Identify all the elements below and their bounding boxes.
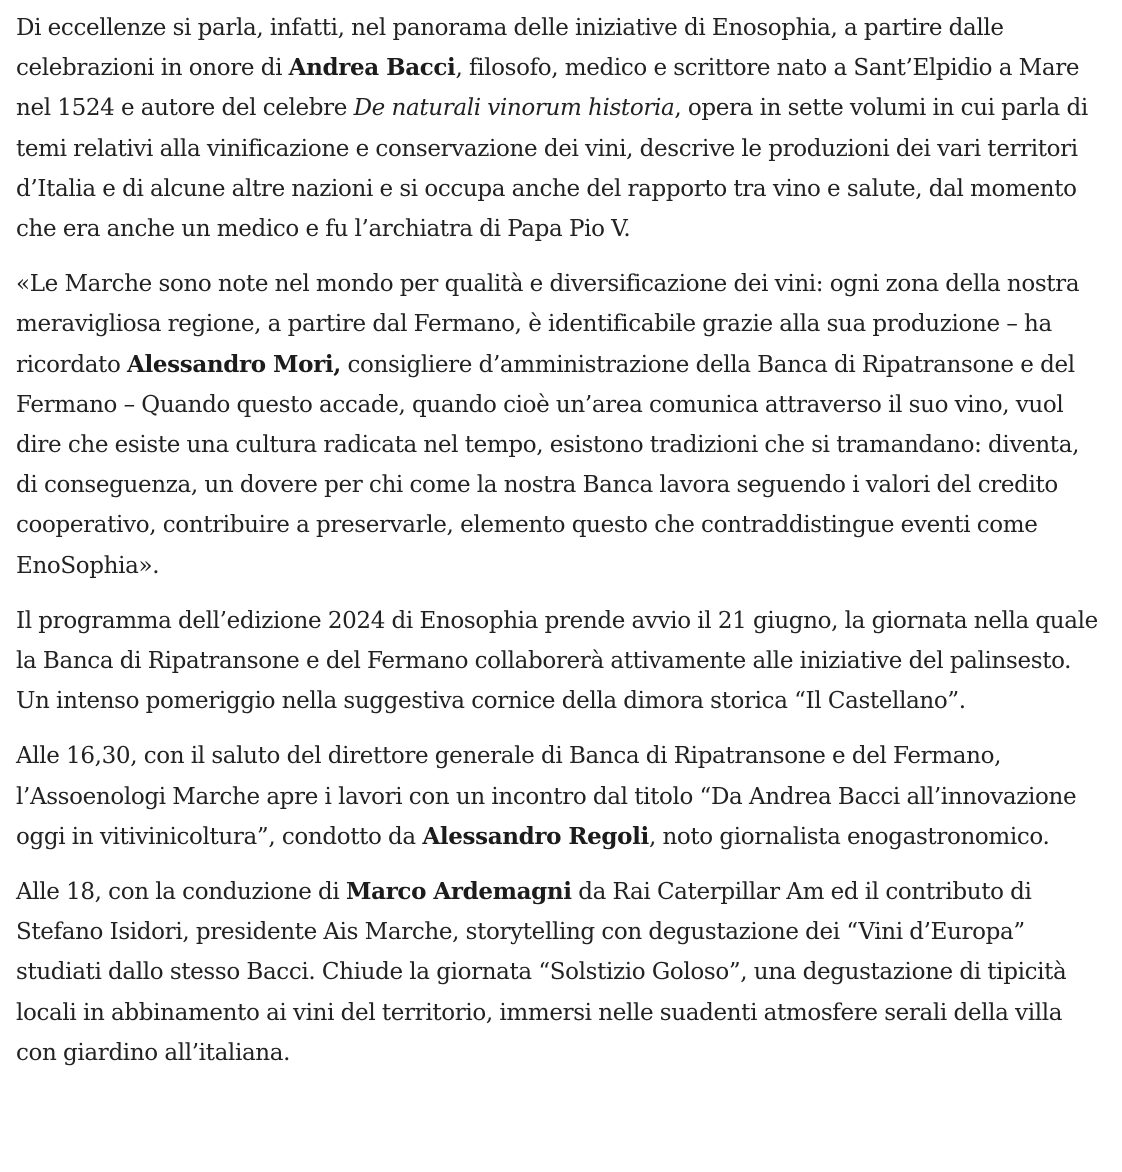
person-name-bold: Marco Ardemagni bbox=[346, 878, 572, 906]
text-segment: «Le Marche sono note nel mondo per qualità e diversificazione dei vini: ogni zona della nostra meravigliosa regione, a partire dal Fermano, è identificabile grazie alla sua produzione – ha ricordato bbox=[16, 271, 1080, 378]
article-paragraph bbox=[16, 736, 1106, 857]
text-segment: Alle 18, con la conduzione di bbox=[16, 879, 346, 906]
text-segment: Il programma dell’edizione 2024 di Enosophia prende avvio il 21 giugno, la giornata nella quale la Banca di Ripatransone e del Fermano collaborerà attivamente alle iniziative del palinsesto. Un intenso pomeriggio nella suggestiva cornice della dimora storica “Il Castellano”. bbox=[16, 607, 1098, 715]
text-segment: , noto giornalista enogastronomico. bbox=[648, 823, 1050, 850]
book-title-italic: De naturali vinorum historia bbox=[353, 95, 675, 122]
text-segment: , opera in sette volumi in cui parla di temi relativi alla vinificazione e conservazione dei vini, descrive le produzioni dei vari territori d’Italia e di alcune altre nazioni e si occupa anche del rapporto tra vino e salute, dal momento che era anche un medico e fu l’archiatra di Papa Pio V. bbox=[16, 95, 1088, 243]
text-segment: consigliere d’amministrazione della Banca di Ripatransone e del Fermano – Quando questo accade, quando cioè un’area comunica attraverso il suo vino, vuol dire che esiste una cultura radicata nel tempo, esistono tradizioni che si tramandano: diventa, di conseguenza, un dovere per chi come la nostra Banca lavora seguendo i valori del credito cooperativo, contribuire a preservarle, elemento questo che contraddistingue eventi come EnoSophia». bbox=[16, 351, 1080, 579]
person-name-bold: Alessandro Mori, bbox=[127, 350, 341, 378]
text-segment: , filosofo, medico e scrittore nato a Sant’Elpidio a Mare nel 1524 e autore del celebre bbox=[16, 55, 1080, 122]
person-name-bold: Alessandro Regoli bbox=[422, 822, 649, 850]
text-segment: Di eccellenze si parla, infatti, nel panorama delle iniziative di Enosophia, a partire dalle celebrazioni in onore di bbox=[16, 15, 1004, 82]
person-name-bold: Andrea Bacci bbox=[288, 54, 456, 82]
text-segment: Alle 16,30, con il saluto del direttore generale di Banca di Ripatransone e del Fermano, l’Assoenologi Marche apre i lavori con un incontro dal titolo “Da Andrea Bacci all’innovazione oggi in vitivinicoltura”, condotto da bbox=[16, 743, 1077, 850]
text-segment: da Rai Caterpillar Am ed il contributo di Stefano Isidori, presidente Ais Marche, storytelling con degustazione dei “Vini d’Europa” studiati dallo stesso Bacci. Chiude la giornata “Solstizio Goloso”, una degustazione di tipicità locali in abbinamento ai vini del territorio, immersi nelle suadenti atmosfere serali della villa con giardino all’italiana. bbox=[16, 879, 1067, 1066]
article-paragraph bbox=[16, 264, 1106, 586]
article-paragraph bbox=[16, 601, 1106, 722]
article-paragraph bbox=[16, 872, 1106, 1073]
article-paragraph bbox=[16, 8, 1106, 249]
